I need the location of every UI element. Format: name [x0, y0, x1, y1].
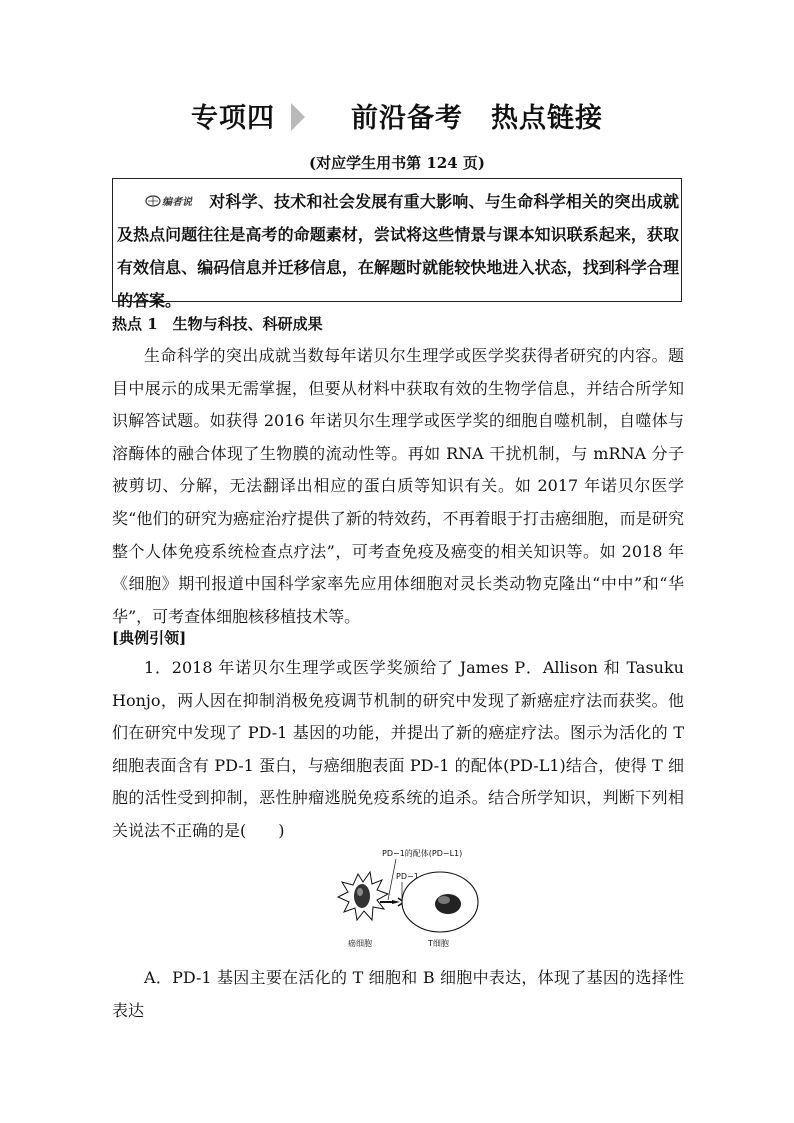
- editor-note-badge-label: 编者说: [162, 196, 192, 208]
- example-heading: [典例引领]: [112, 629, 187, 647]
- section-title: 前沿备考 热点链接: [351, 103, 603, 134]
- pd1-figure: [330, 842, 480, 954]
- editor-note-badge-icon: [145, 194, 199, 208]
- hotspot-paragraph: 生命科学的突出成就当数每年诺贝尔生理学或医学奖获得者研究的内容。题目中展示的成果无需掌握，但要从材料中获取有效的生物学信息，并结合所学知识解答试题。如获得 2016 年诺贝尔生理学或医学奖的细胞自噬机制，自噬体与溶酶体的融合体现了生物膜的流动性等。再如 RNA 干扰机制，与 mRNA 分子被剪切、分解，无法翻译出相应的蛋白质等知识有关。如 2017 年诺贝尔医学奖“他们的研究为癌症治疗提供了新的特效药，不再着眼于打击癌细胞，而是研究整个人体免疫系统检查点疗法”，可考查免疫及癌变的相关知识等。如 2018 年《细胞》期刊报道中国科学家率先应用体细胞对灵长类动物克隆出“中中”和“华华”，可考查体细胞核移植技术等。: [112, 346, 684, 626]
- chevron-right-icon: [291, 103, 305, 131]
- editor-note-text: 对科学、技术和社会发展有重大影响、与生命科学相关的突出成就及热点问题往往是高考的命题素材，尝试将这些情景与课本知识联系起来，获取有效信息、编码信息并迁移信息，在解题时就能较快地进入状态，找到科学合理的答案。: [117, 192, 679, 310]
- figure-label-pd1: PD−1: [396, 872, 419, 881]
- example-question: 1．2018 年诺贝尔生理学或医学奖颁给了 James P．Allison 和 Tasuku Honjo，两人因在抑制消极免疫调节机制的研究中发现了新癌症疗法而获奖。他们在研究中发现了 PD-1 基因的功能，并提出了新的癌症疗法。图示为活化的 T 细胞表面含有 PD-1 蛋白，与癌细胞表面 PD-1 的配体(PD-L1)结合，使得 T 细胞的活性受到抑制，恶性肿瘤逃脱免疫系统的追杀。结合所学知识，判断下列相关说法不正确的是( ): [112, 658, 684, 840]
- chapter-title: [0, 96, 794, 135]
- figure-label-cancer-cell: 癌细胞: [348, 939, 372, 948]
- section-label: 专项四: [191, 103, 275, 134]
- figure-label-ligand: PD−1的配体(PD−L1): [382, 849, 463, 858]
- editor-note-box: [112, 178, 682, 310]
- option-a: A．PD-1 基因主要在活化的 T 细胞和 B 细胞中表达，体现了基因的选择性表达: [112, 968, 684, 1020]
- figure-label-t-cell: T细胞: [428, 939, 449, 948]
- page-reference: (对应学生用书第 124 页): [309, 154, 485, 172]
- hotspot-heading: 热点 1 生物与科技、科研成果: [112, 315, 323, 333]
